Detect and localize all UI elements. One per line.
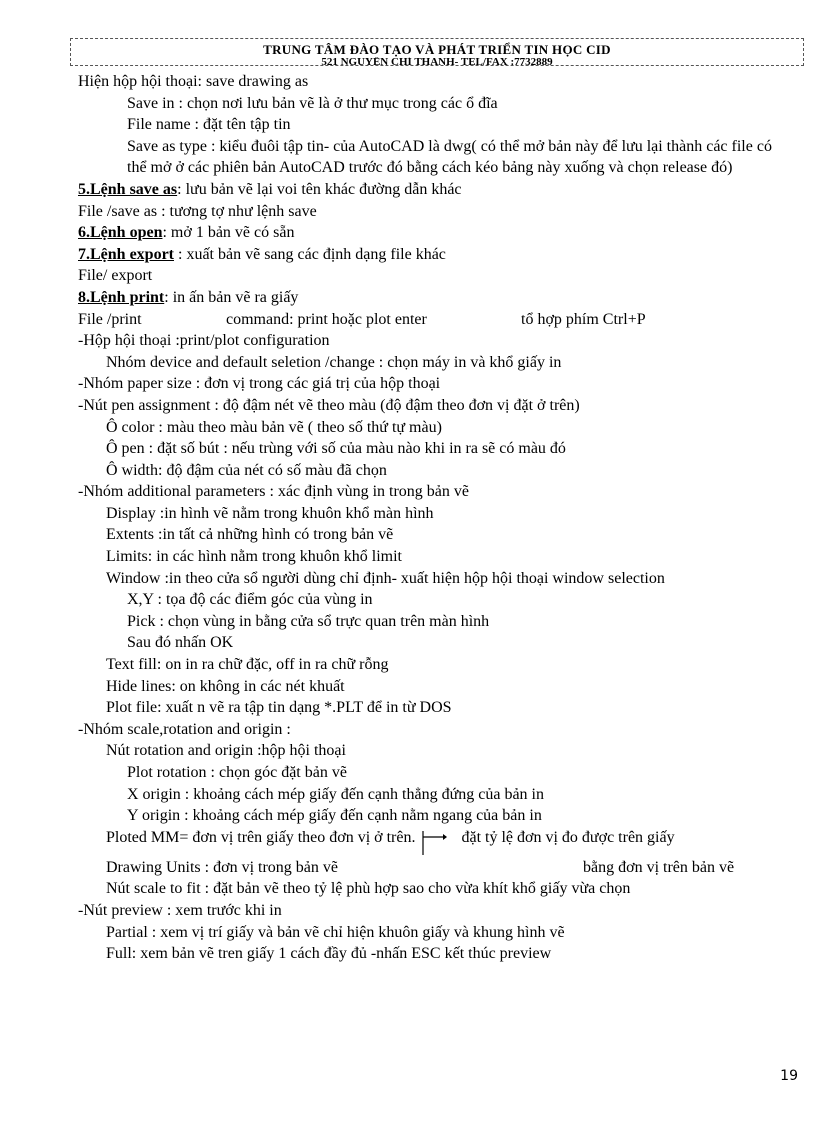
header-address: 521 NGUYỄN CHÍ THANH- TEL/FAX :7732889: [321, 57, 553, 66]
command-name: 8.Lệnh print: [78, 288, 165, 306]
text-line: [78, 857, 798, 879]
document-body: [78, 71, 798, 965]
text-line: [78, 827, 798, 857]
text-line: Plot rotation : chọn góc đặt bản vẽ: [127, 764, 347, 781]
command-name: 7.Lệnh export: [78, 245, 174, 263]
text-line: X,Y : tọa độ các điểm góc của vùng in: [127, 591, 373, 609]
text-line: [78, 309, 798, 331]
page-number: 19: [780, 1068, 798, 1084]
command-heading: [78, 179, 798, 201]
header-title: TRUNG TÂM ĐÀO TẠO VÀ PHÁT TRIỂN TIN HỌC CID: [263, 42, 611, 57]
text-line: Nhóm device and default seletion /change : chọn máy in và khổ giấy in: [106, 353, 562, 371]
text-line: Window :in theo cửa sổ người dùng chỉ định- xuất hiện hộp hội thoại window selection: [106, 569, 665, 587]
text-line: File /save as : tương tợ như lệnh save: [78, 202, 317, 220]
text-line: -Hộp hội thoại :print/plot configuration: [78, 332, 330, 350]
command-desc: : xuất bản vẽ sang các định dạng file khác: [174, 245, 446, 263]
text-line: Full: xem bản vẽ tren giấy 1 cách đầy đủ -nhấn ESC kết thúc preview: [106, 945, 552, 963]
text-segment: tổ hợp phím Ctrl+P: [521, 310, 646, 328]
text-segment: Ploted MM= đơn vị trên giấy theo đơn vị ở trên.: [106, 828, 416, 846]
text-line: Hiện hộp hội thoại: save drawing as: [78, 73, 309, 90]
command-desc: : lưu bản vẽ lại voi tên khác đường dẫn khác: [177, 180, 462, 198]
text-line: Plot file: xuất n vẽ ra tập tin dạng *.PLT để in từ DOS: [106, 699, 452, 717]
text-line: Ô pen : đặt số bút : nếu trùng với số của màu nào khi in ra sẽ có màu đó: [106, 440, 566, 458]
text-segment: bằng đơn vị trên bản vẽ: [583, 858, 735, 876]
command-desc: : in ấn bản vẽ ra giấy: [164, 288, 299, 306]
text-line: Save in : chọn nơi lưu bản vẽ là ở thư mục trong các ổ đĩa: [127, 94, 498, 112]
text-line: Y origin : khoảng cách mép giấy đến cạnh nằm ngang của bản in: [127, 807, 542, 825]
text-line: File/ export: [78, 267, 153, 285]
text-line: Sau đó nhấn OK: [127, 634, 234, 652]
command-heading: [78, 222, 798, 244]
text-segment: Drawing Units : đơn vị trong bản vẽ: [106, 858, 338, 876]
text-line: Display :in hình vẽ nằm trong khuôn khổ màn hình: [106, 504, 434, 522]
text-line: Limits: in các hình nằm trong khuôn khổ limit: [106, 548, 402, 566]
text-line: Pick : chọn vùng in bằng cửa sổ trực quan trên màn hình: [127, 612, 490, 630]
arrow-icon: [421, 827, 447, 857]
text-line: Ô color : màu theo màu bản vẽ ( theo số thứ tự màu): [106, 418, 442, 436]
text-segment: command: print hoặc plot enter: [226, 310, 427, 328]
text-paragraph: Save as type : kiểu đuôi tập tin- của AutoCAD là dwg( có thể mở bản này để lưu lại thành các file có thể mở ở các phiên bản AutoCAD trước đó bằng cách kéo bảng này xuống và chọn release đó): [127, 137, 772, 177]
command-desc: : mở 1 bản vẽ có sẵn: [162, 224, 295, 242]
text-line: Nút scale to fit : đặt bản vẽ theo tỷ lệ phù hợp sao cho vừa khít khổ giấy vừa chọn: [106, 880, 631, 898]
text-line: -Nhóm scale,rotation and origin :: [78, 720, 291, 738]
text-segment: File /print: [78, 310, 142, 328]
command-name: 5.Lệnh save as: [78, 180, 178, 198]
text-line: Extents :in tất cả những hình có trong bản vẽ: [106, 526, 394, 544]
text-line: File name : đặt tên tập tin: [127, 116, 291, 134]
text-line: -Nút pen assignment : độ đậm nét vẽ theo màu (độ đậm theo đơn vị đặt ở trên): [78, 396, 580, 414]
text-line: -Nhóm paper size : đơn vị trong các giá trị của hộp thoại: [78, 375, 441, 393]
text-line: Partial : xem vị trí giấy và bản vẽ chỉ hiện khuôn giấy và khung hình vẽ: [106, 923, 565, 941]
page-header: [70, 38, 804, 66]
text-line: -Nút preview : xem trước khi in: [78, 901, 282, 919]
text-segment: đặt tỷ lệ đơn vị đo được trên giấy: [461, 828, 675, 846]
text-line: Nút rotation and origin :hộp hội thoại: [106, 742, 346, 760]
command-heading: [78, 244, 798, 266]
text-line: Ô width: độ đậm của nét có số màu đã chọn: [106, 461, 387, 479]
text-line: Text fill: on in ra chữ đặc, off in ra chữ rỗng: [106, 656, 389, 674]
command-name: 6.Lệnh open: [78, 224, 163, 242]
command-heading: [78, 287, 798, 309]
text-line: -Nhóm additional parameters : xác định vùng in trong bản vẽ: [78, 483, 470, 501]
text-line: X origin : khoảng cách mép giấy đến cạnh thẳng đứng của bản in: [127, 785, 544, 803]
text-line: Hide lines: on không in các nét khuất: [106, 677, 345, 695]
